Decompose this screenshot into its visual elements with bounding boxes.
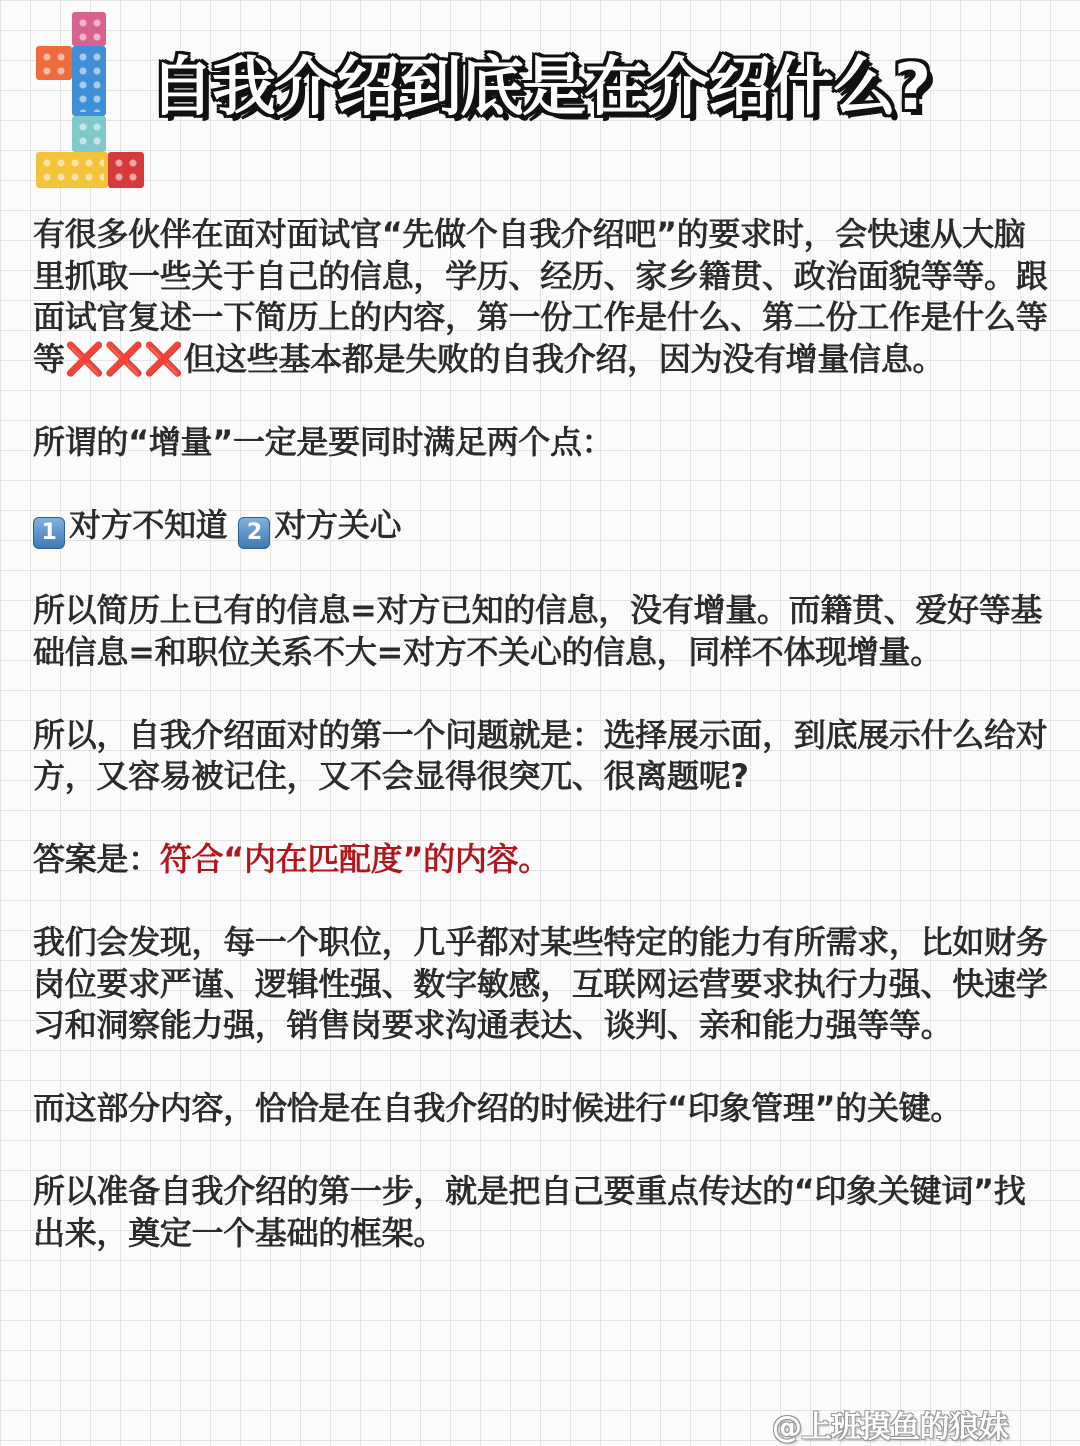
cross-mark-icon: ❌❌❌ [64,339,184,378]
paragraph-first-step: 所以准备自我介绍的第一步，就是把自己要重点传达的“印象关键词”找出来，奠定一个基础的框架。 [33,1172,1026,1252]
lego-bricks-icon [36,12,146,192]
point-two: 对方关心 [274,505,402,544]
page-title: 自我介绍到底是在介绍什么? [150,51,930,125]
paragraph-impression: 而这部分内容，恰恰是在自我介绍的时候进行“印象管理”的关键。 [33,1089,963,1127]
paragraph-answer [33,839,1049,881]
author-watermark: @上班摸鱼的狼妹 [772,1410,1008,1445]
intro-text-continued: 但这些基本都是失败的自我介绍，因为没有增量信息。 [183,339,945,378]
answer-highlight: 符合“内在匹配度”的内容。 [159,840,550,878]
blue-brick-icon [72,46,106,116]
paragraph-intro [33,214,1049,380]
paragraph-resume-info: 所以简历上已有的信息=对方已知的信息，没有增量。而籍贯、爱好等基础信息=和职位关系不大=对方不关心的信息，同样不体现增量。 [33,591,1043,671]
red-brick-icon [108,152,144,188]
paragraph-increment: 所谓的“增量”一定是要同时满足两个点： [33,422,614,461]
paragraph-first-question: 所以，自我介绍面对的第一个问题就是：选择展示面，到底展示什么给对方，又容易被记住，又不会显得很突兀、很离题呢? [33,715,1048,795]
point-one: 对方不知道 [69,505,228,544]
paragraph-points [33,505,1049,549]
orange-brick-icon [36,46,72,80]
article-body [33,214,1049,1254]
paragraph-job-abilities: 我们会发现，每一个职位，几乎都对某些特定的能力有所需求，比如财务岗位要求严谨、逻辑性强、数字敏感，互联网运营要求执行力强、快速学习和洞察能力强，销售岗要求沟通表达、谈判、亲和能力强等等。 [33,923,1048,1044]
answer-label: 答案是： [33,840,160,878]
keycap-one-icon: 1 [33,517,65,549]
teal-brick-icon [72,116,106,152]
intro-text: 有很多伙伴在面对面试官“先做个自我介绍吧”的要求时，会快速从大脑里抓取一些关于自己的信息，学历、经历、家乡籍贯、政治面貌等等。跟面试官复述一下简历上的内容，第一份工作是什么、第二份工作是什么等等 [33,215,1048,378]
yellow-brick-icon [36,152,108,188]
pink-brick-icon [72,12,106,46]
keycap-two-icon: 2 [238,517,270,549]
